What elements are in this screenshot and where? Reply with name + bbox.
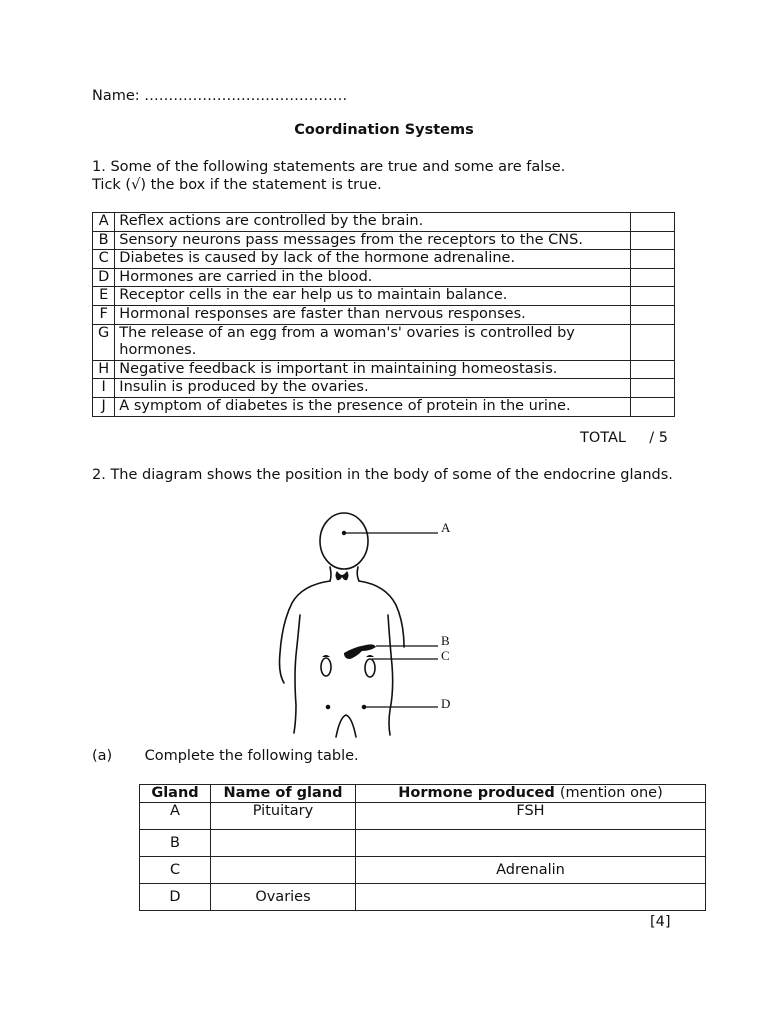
endocrine-glands-diagram [270, 505, 470, 745]
neck-outline [357, 567, 359, 581]
table-row [93, 250, 675, 269]
table-row [93, 360, 675, 379]
tick-box[interactable] [631, 287, 675, 306]
table-row [140, 857, 706, 884]
thyroid-gland [336, 571, 349, 580]
statement-letter: A [93, 213, 115, 232]
question-1-line-2: Tick (√) the box if the statement is true. [92, 177, 382, 193]
total-value: / 5 [649, 430, 668, 446]
right-torso-outline [388, 615, 393, 735]
table-row [93, 324, 675, 360]
gland-table [139, 784, 706, 911]
hormone-column-header [356, 785, 706, 803]
tick-box[interactable] [631, 250, 675, 269]
table-row [140, 884, 706, 911]
question-1-line-1: 1. Some of the following statements are true and some are false. [92, 159, 566, 175]
hormone-cell[interactable] [356, 884, 706, 911]
statement-text: Hormonal responses are faster than nervous responses. [115, 305, 631, 324]
tick-box[interactable] [631, 305, 675, 324]
gland-name-cell: Pituitary [211, 803, 356, 830]
table-row [93, 305, 675, 324]
table-row [93, 287, 675, 306]
question-1-prompt [92, 158, 682, 194]
statement-letter: I [93, 379, 115, 398]
gland-cell: B [140, 830, 211, 857]
tick-box[interactable] [631, 231, 675, 250]
diagram-label-d: D [441, 696, 451, 711]
statement-text: Hormones are carried in the blood. [115, 268, 631, 287]
tick-box[interactable] [631, 324, 675, 360]
head-outline [320, 513, 368, 569]
gland-cell: D [140, 884, 211, 911]
hormone-header-note: (mention one) [559, 785, 663, 801]
part-a-text: Complete the following table. [144, 748, 359, 764]
total-score [580, 430, 668, 446]
question-2-prompt: 2. The diagram shows the position in the body of some of the endocrine glands. [92, 467, 673, 483]
right-adrenal-gland [366, 655, 374, 657]
left-kidney [321, 658, 331, 676]
statement-letter: F [93, 305, 115, 324]
tick-box[interactable] [631, 360, 675, 379]
left-torso-outline [294, 615, 300, 733]
gland-cell: A [140, 803, 211, 830]
right-kidney [365, 659, 375, 677]
statement-text: Receptor cells in the ear help us to maintain balance. [115, 287, 631, 306]
hormone-cell[interactable] [356, 830, 706, 857]
statement-text: The release of an egg from a woman's' ovaries is controlled by hormones. [115, 324, 631, 360]
statement-text: Insulin is produced by the ovaries. [115, 379, 631, 398]
table-row [93, 268, 675, 287]
statement-letter: E [93, 287, 115, 306]
diagram-label-b: B [441, 633, 450, 648]
gland-name-cell: Ovaries [211, 884, 356, 911]
name-column-header: Name of gland [211, 785, 356, 803]
diagram-label-a: A [441, 520, 451, 535]
gland-column-header: Gland [140, 785, 211, 803]
page-title: Coordination Systems [294, 122, 474, 138]
true-false-table [92, 212, 675, 417]
gland-cell: C [140, 857, 211, 884]
tick-box[interactable] [631, 213, 675, 232]
hormone-cell: Adrenalin [356, 857, 706, 884]
statement-text: A symptom of diabetes is the presence of protein in the urine. [115, 397, 631, 416]
total-label: TOTAL [580, 430, 626, 446]
hormone-cell: FSH [356, 803, 706, 830]
part-a-label: (a) [92, 748, 113, 764]
statement-text: Sensory neurons pass messages from the receptors to the CNS. [115, 231, 631, 250]
marks-label: [4] [650, 914, 671, 930]
table-row [93, 379, 675, 398]
hormone-header-bold: Hormone produced [398, 785, 555, 801]
statement-letter: C [93, 250, 115, 269]
table-row [140, 803, 706, 830]
groin-outline [336, 715, 356, 737]
gland-name-cell[interactable] [211, 830, 356, 857]
right-arm-outline [359, 581, 404, 647]
gland-name-cell[interactable] [211, 857, 356, 884]
statement-text: Reflex actions are controlled by the brain. [115, 213, 631, 232]
statement-letter: D [93, 268, 115, 287]
statement-text: Diabetes is caused by lack of the hormone adrenaline. [115, 250, 631, 269]
tick-box[interactable] [631, 268, 675, 287]
name-field-label: Name: …………………………………… [92, 88, 348, 104]
statement-text: Negative feedback is important in maintaining homeostasis. [115, 360, 631, 379]
statement-letter: G [93, 324, 115, 360]
table-row [140, 830, 706, 857]
part-a-prompt [92, 748, 359, 764]
left-adrenal-gland [322, 655, 330, 657]
diagram-label-c: C [441, 648, 450, 663]
table-row [93, 213, 675, 232]
table-row [93, 231, 675, 250]
table-header-row [140, 785, 706, 803]
statement-letter: J [93, 397, 115, 416]
left-arm-outline [280, 581, 331, 683]
tick-box[interactable] [631, 397, 675, 416]
ovary [326, 705, 331, 710]
statement-letter: B [93, 231, 115, 250]
tick-box[interactable] [631, 379, 675, 398]
neck-outline [330, 567, 331, 581]
table-row [93, 397, 675, 416]
statement-letter: H [93, 360, 115, 379]
